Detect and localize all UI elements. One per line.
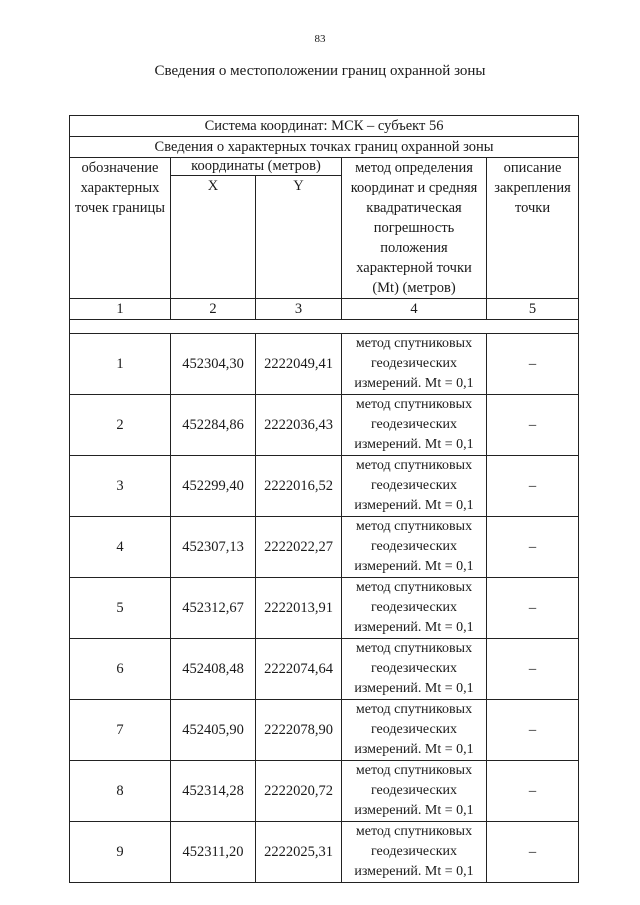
x-coordinate-cell: 452307,13 xyxy=(171,517,256,578)
column-number: 2 xyxy=(171,299,256,320)
header-method: метод определения координат и средняя квадратическая погрешность положения характерной точки (Mt) (метров) xyxy=(342,158,487,299)
table-row xyxy=(70,395,579,456)
spacer-row xyxy=(70,320,579,334)
description-cell: – xyxy=(487,578,579,639)
x-coordinate-cell: 452284,86 xyxy=(171,395,256,456)
point-id-cell: 1 xyxy=(70,334,171,395)
method-cell: метод спутниковых геодезических измерений. Mt = 0,1 xyxy=(342,334,487,395)
x-coordinate-cell: 452299,40 xyxy=(171,456,256,517)
table-subtitle: Сведения о характерных точках границ охранной зоны xyxy=(70,137,579,158)
coord-system-header: Система координат: МСК – субъект 56 xyxy=(70,116,579,137)
column-number-row xyxy=(70,299,579,320)
column-number: 4 xyxy=(342,299,487,320)
page-number: 83 xyxy=(314,33,326,45)
point-id-cell: 7 xyxy=(70,700,171,761)
table-row xyxy=(70,822,579,883)
table-row xyxy=(70,700,579,761)
description-cell: – xyxy=(487,395,579,456)
method-cell: метод спутниковых геодезических измерений. Mt = 0,1 xyxy=(342,517,487,578)
boundary-points-table xyxy=(69,115,579,883)
description-cell: – xyxy=(487,639,579,700)
x-coordinate-cell: 452314,28 xyxy=(171,761,256,822)
description-cell: – xyxy=(487,456,579,517)
y-coordinate-cell: 2222025,31 xyxy=(256,822,342,883)
x-coordinate-cell: 452304,30 xyxy=(171,334,256,395)
description-cell: – xyxy=(487,334,579,395)
header-coordinates: координаты (метров) xyxy=(171,158,342,176)
x-coordinate-cell: 452405,90 xyxy=(171,700,256,761)
table-row xyxy=(70,456,579,517)
point-id-cell: 8 xyxy=(70,761,171,822)
column-number: 5 xyxy=(487,299,579,320)
method-cell: метод спутниковых геодезических измерений. Mt = 0,1 xyxy=(342,395,487,456)
y-coordinate-cell: 2222016,52 xyxy=(256,456,342,517)
point-id-cell: 2 xyxy=(70,395,171,456)
y-coordinate-cell: 2222074,64 xyxy=(256,639,342,700)
method-cell: метод спутниковых геодезических измерений. Mt = 0,1 xyxy=(342,700,487,761)
header-description: описание закрепления точки xyxy=(487,158,579,299)
method-cell: метод спутниковых геодезических измерений. Mt = 0,1 xyxy=(342,761,487,822)
method-cell: метод спутниковых геодезических измерений. Mt = 0,1 xyxy=(342,822,487,883)
header-x: X xyxy=(171,176,256,299)
column-number: 1 xyxy=(70,299,171,320)
table-row xyxy=(70,578,579,639)
point-id-cell: 6 xyxy=(70,639,171,700)
table-row xyxy=(70,639,579,700)
header-y: Y xyxy=(256,176,342,299)
y-coordinate-cell: 2222049,41 xyxy=(256,334,342,395)
description-cell: – xyxy=(487,700,579,761)
x-coordinate-cell: 452311,20 xyxy=(171,822,256,883)
description-cell: – xyxy=(487,761,579,822)
point-id-cell: 5 xyxy=(70,578,171,639)
table-row xyxy=(70,334,579,395)
description-cell: – xyxy=(487,517,579,578)
method-cell: метод спутниковых геодезических измерений. Mt = 0,1 xyxy=(342,578,487,639)
point-id-cell: 9 xyxy=(70,822,171,883)
y-coordinate-cell: 2222078,90 xyxy=(256,700,342,761)
document-title: Сведения о местоположении границ охранной зоны xyxy=(154,63,486,79)
point-id-cell: 4 xyxy=(70,517,171,578)
table-row xyxy=(70,761,579,822)
y-coordinate-cell: 2222013,91 xyxy=(256,578,342,639)
method-cell: метод спутниковых геодезических измерений. Mt = 0,1 xyxy=(342,639,487,700)
y-coordinate-cell: 2222020,72 xyxy=(256,761,342,822)
description-cell: – xyxy=(487,822,579,883)
table-row xyxy=(70,517,579,578)
header-point-designation: обозначение характерных точек границы xyxy=(70,158,171,299)
point-id-cell: 3 xyxy=(70,456,171,517)
y-coordinate-cell: 2222036,43 xyxy=(256,395,342,456)
x-coordinate-cell: 452408,48 xyxy=(171,639,256,700)
column-number: 3 xyxy=(256,299,342,320)
x-coordinate-cell: 452312,67 xyxy=(171,578,256,639)
method-cell: метод спутниковых геодезических измерений. Mt = 0,1 xyxy=(342,456,487,517)
y-coordinate-cell: 2222022,27 xyxy=(256,517,342,578)
